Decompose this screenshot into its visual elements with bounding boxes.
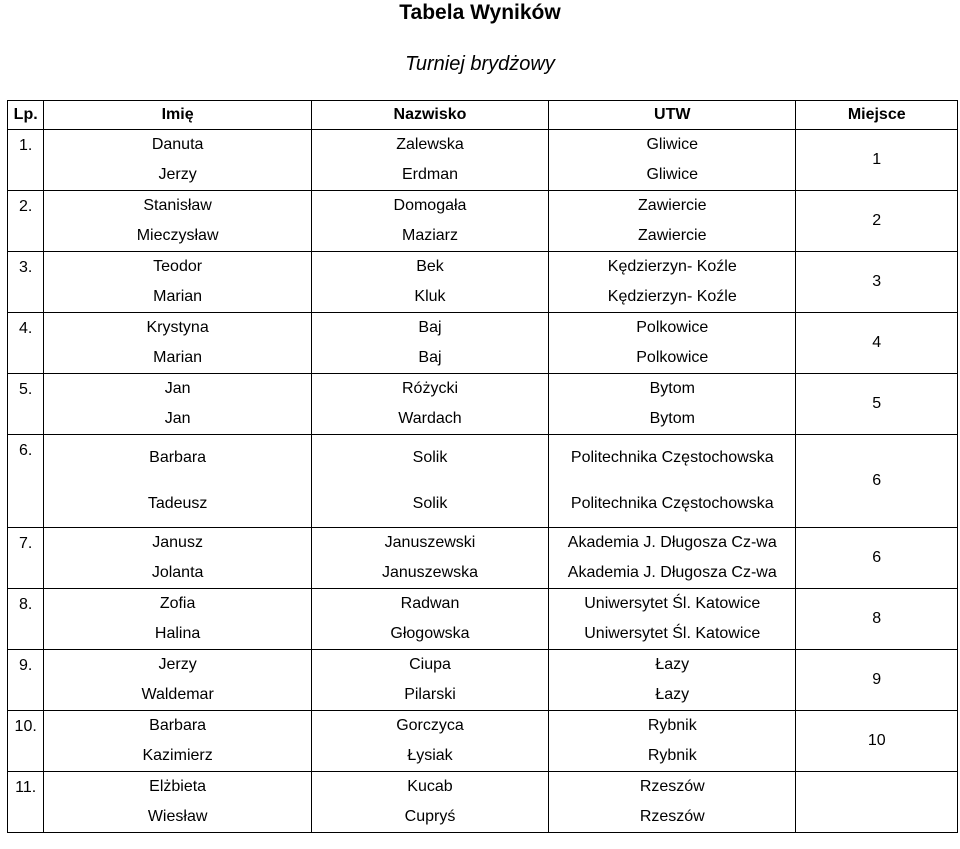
column-header-miejsce: Miejsce xyxy=(796,101,958,130)
table-row xyxy=(8,191,958,222)
cell-utw: Rybnik xyxy=(549,741,796,772)
cell-lp: 3. xyxy=(8,252,44,313)
cell-utw: Uniwersytet Śl. Katowice xyxy=(549,589,796,620)
cell-utw: Zawiercie xyxy=(549,191,796,222)
cell-lp: 10. xyxy=(8,711,44,772)
column-header-nazwisko: Nazwisko xyxy=(311,101,548,130)
cell-nazwisko: Zalewska xyxy=(311,130,548,161)
cell-nazwisko: Baj xyxy=(311,313,548,344)
cell-utw: Rzeszów xyxy=(549,772,796,803)
cell-utw: Kędzierzyn- Koźle xyxy=(549,282,796,313)
cell-lp: 9. xyxy=(8,650,44,711)
cell-utw: Polkowice xyxy=(549,343,796,374)
table-row xyxy=(8,313,958,344)
page-title: Tabela Wyników xyxy=(399,1,561,24)
column-header-imie: Imię xyxy=(44,101,312,130)
cell-nazwisko: Maziarz xyxy=(311,221,548,252)
cell-imie: Mieczysław xyxy=(44,221,312,252)
cell-utw: Łazy xyxy=(549,650,796,681)
cell-utw: Łazy xyxy=(549,680,796,711)
table-row xyxy=(8,528,958,559)
cell-miejsce: 9 xyxy=(796,650,958,711)
cell-utw: Rybnik xyxy=(549,711,796,742)
cell-imie: Jerzy xyxy=(44,650,312,681)
table-row xyxy=(8,589,958,620)
cell-imie: Zofia xyxy=(44,589,312,620)
cell-nazwisko: Solik xyxy=(311,481,548,528)
cell-nazwisko: Gorczyca xyxy=(311,711,548,742)
cell-nazwisko: Domogała xyxy=(311,191,548,222)
cell-nazwisko: Januszewska xyxy=(311,558,548,589)
cell-utw: Uniwersytet Śl. Katowice xyxy=(549,619,796,650)
cell-imie: Jolanta xyxy=(44,558,312,589)
cell-imie: Elżbieta xyxy=(44,772,312,803)
table-row xyxy=(8,130,958,161)
cell-utw: Gliwice xyxy=(549,130,796,161)
cell-imie: Jan xyxy=(44,404,312,435)
cell-utw: Zawiercie xyxy=(549,221,796,252)
cell-nazwisko: Solik xyxy=(311,435,548,482)
cell-utw: Akademia J. Długosza Cz-wa xyxy=(549,528,796,559)
cell-imie: Waldemar xyxy=(44,680,312,711)
cell-imie: Halina xyxy=(44,619,312,650)
cell-utw: Polkowice xyxy=(549,313,796,344)
table-row xyxy=(8,772,958,803)
cell-nazwisko: Kucab xyxy=(311,772,548,803)
page-subtitle: Turniej brydżowy xyxy=(405,53,555,75)
cell-nazwisko: Kluk xyxy=(311,282,548,313)
column-header-lp: Lp. xyxy=(8,101,44,130)
cell-imie: Krystyna xyxy=(44,313,312,344)
cell-miejsce: 1 xyxy=(796,130,958,191)
cell-nazwisko: Cupryś xyxy=(311,802,548,833)
cell-imie: Tadeusz xyxy=(44,481,312,528)
cell-lp: 5. xyxy=(8,374,44,435)
cell-imie: Barbara xyxy=(44,711,312,742)
cell-imie: Janusz xyxy=(44,528,312,559)
cell-utw: Gliwice xyxy=(549,160,796,191)
cell-imie: Stanisław xyxy=(44,191,312,222)
cell-nazwisko: Głogowska xyxy=(311,619,548,650)
cell-nazwisko: Baj xyxy=(311,343,548,374)
cell-nazwisko: Radwan xyxy=(311,589,548,620)
cell-miejsce: 3 xyxy=(796,252,958,313)
cell-lp: 8. xyxy=(8,589,44,650)
cell-miejsce: 6 xyxy=(796,435,958,528)
cell-miejsce: 2 xyxy=(796,191,958,252)
cell-nazwisko: Erdman xyxy=(311,160,548,191)
cell-utw: Rzeszów xyxy=(549,802,796,833)
cell-imie: Jerzy xyxy=(44,160,312,191)
column-header-utw: UTW xyxy=(549,101,796,130)
cell-imie: Jan xyxy=(44,374,312,405)
cell-nazwisko: Łysiak xyxy=(311,741,548,772)
table-row xyxy=(8,650,958,681)
cell-miejsce: 6 xyxy=(796,528,958,589)
cell-miejsce: 4 xyxy=(796,313,958,374)
cell-imie: Marian xyxy=(44,343,312,374)
cell-imie: Barbara xyxy=(44,435,312,482)
table-row xyxy=(8,435,958,482)
cell-nazwisko: Wardach xyxy=(311,404,548,435)
cell-utw: Bytom xyxy=(549,404,796,435)
results-body xyxy=(8,130,958,833)
cell-lp: 1. xyxy=(8,130,44,191)
cell-miejsce: 5 xyxy=(796,374,958,435)
cell-nazwisko: Bek xyxy=(311,252,548,283)
cell-utw: Politechnika Częstochowska xyxy=(549,481,796,528)
cell-utw: Politechnika Częstochowska xyxy=(549,435,796,482)
table-row xyxy=(8,711,958,742)
table-row xyxy=(8,252,958,283)
cell-imie: Wiesław xyxy=(44,802,312,833)
cell-nazwisko: Januszewski xyxy=(311,528,548,559)
cell-utw: Akademia J. Długosza Cz-wa xyxy=(549,558,796,589)
table-header-row xyxy=(8,101,958,130)
results-table xyxy=(7,100,958,833)
cell-utw: Kędzierzyn- Koźle xyxy=(549,252,796,283)
cell-imie: Marian xyxy=(44,282,312,313)
cell-nazwisko: Różycki xyxy=(311,374,548,405)
cell-miejsce: 10 xyxy=(796,711,958,772)
cell-nazwisko: Pilarski xyxy=(311,680,548,711)
cell-lp: 4. xyxy=(8,313,44,374)
cell-nazwisko: Ciupa xyxy=(311,650,548,681)
table-row xyxy=(8,374,958,405)
cell-miejsce xyxy=(796,772,958,833)
cell-lp: 11. xyxy=(8,772,44,833)
cell-lp: 7. xyxy=(8,528,44,589)
cell-imie: Kazimierz xyxy=(44,741,312,772)
cell-miejsce: 8 xyxy=(796,589,958,650)
cell-imie: Danuta xyxy=(44,130,312,161)
cell-lp: 6. xyxy=(8,435,44,528)
cell-lp: 2. xyxy=(8,191,44,252)
cell-imie: Teodor xyxy=(44,252,312,283)
cell-utw: Bytom xyxy=(549,374,796,405)
